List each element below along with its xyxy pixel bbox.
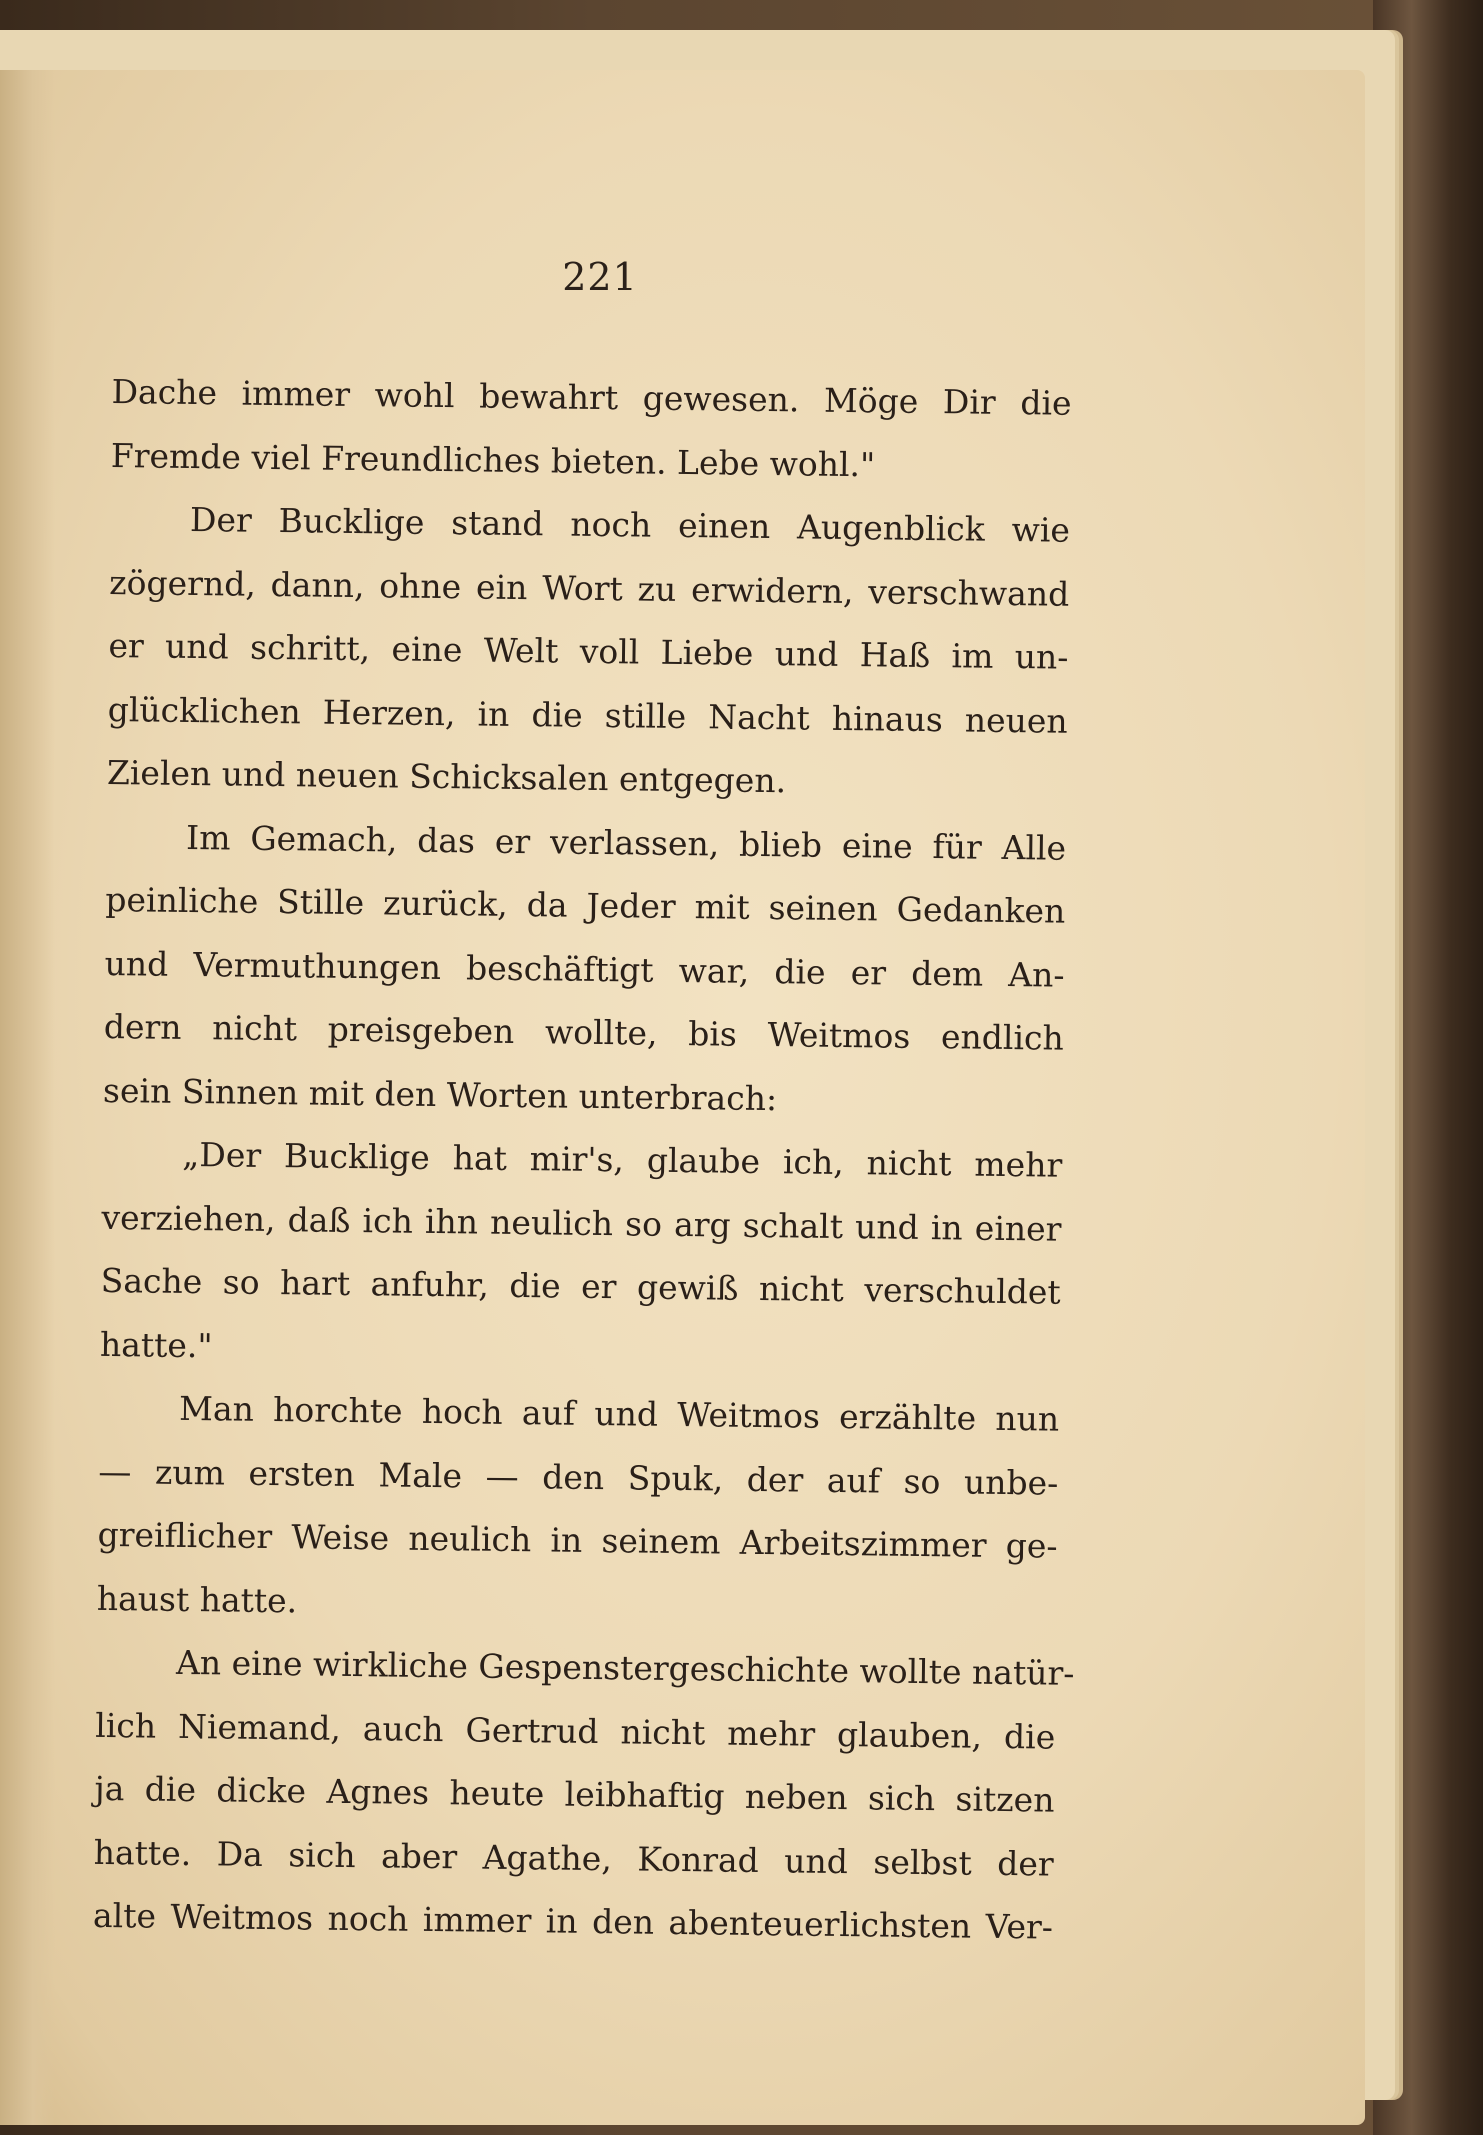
text-line: dern nicht preisgeben wollte, bis Weitmos endlich <box>103 1006 1065 1058</box>
page-stack-edges <box>0 30 1395 2100</box>
text-line: alte Weitmos noch immer in den abenteuerlichsten Ver- <box>92 1895 1054 1947</box>
book-page <box>0 70 1365 2125</box>
page-gutter-shadow <box>0 70 55 2125</box>
text-line: Dache immer wohl bewahrt gewesen. Möge Dir die <box>111 371 1072 423</box>
text-line: Man horchte hoch auf und Weitmos erzählte nun <box>178 1388 1060 1439</box>
text-line: An eine wirkliche Gespenstergeschichte wollte natür- <box>175 1642 1075 1693</box>
text-line: er und schritt, eine Welt voll Liebe und Haß im un- <box>108 625 1069 677</box>
text-line: ja die dicke Agnes heute leibhaftig neben sich sitzen <box>94 1768 1055 1820</box>
text-line: peinliche Stille zurück, da Jeder mit seinen Gedanken <box>105 879 1066 931</box>
text-line: hatte. Da sich aber Agathe, Konrad und selbst der <box>93 1832 1054 1884</box>
text-line: Fremde viel Freundliches bieten. Lebe wohl." <box>110 435 876 484</box>
text-line: und Vermuthungen beschäftigt war, die er dem An- <box>104 943 1065 995</box>
text-line: haust hatte. <box>96 1578 298 1620</box>
text-line: Sache so hart anfuhr, die er gewiß nicht verschuldet <box>100 1260 1061 1312</box>
text-line: Der Bucklige stand noch einen Augenblick wie <box>189 499 1071 550</box>
text-line: lich Niemand, auch Gertrud nicht mehr glauben, die <box>95 1705 1056 1757</box>
text-line: greiflicher Weise neulich in seinem Arbeitszimmer ge- <box>97 1514 1058 1566</box>
text-line: zögernd, dann, ohne ein Wort zu erwidern, verschwand <box>109 562 1070 614</box>
text-line: — zum ersten Male — den Spuk, der auf so unbe- <box>98 1451 1059 1503</box>
text-line: hatte." <box>99 1324 213 1365</box>
text-line: Im Gemach, das er verlassen, blieb eine für Alle <box>185 817 1067 868</box>
page-number: 221 <box>562 255 638 299</box>
text-line: Zielen und neuen Schicksalen entgegen. <box>106 752 787 801</box>
text-line: verziehen, daß ich ihn neulich so arg schalt und in einer <box>101 1197 1062 1249</box>
text-line: glücklichen Herzen, in die stille Nacht hinaus neuen <box>107 689 1068 741</box>
page-text-block <box>92 360 1075 1959</box>
text-line: sein Sinnen mit den Worten unterbrach: <box>102 1070 778 1118</box>
text-line: „Der Bucklige hat mir's, glaube ich, nicht mehr <box>182 1134 1063 1185</box>
